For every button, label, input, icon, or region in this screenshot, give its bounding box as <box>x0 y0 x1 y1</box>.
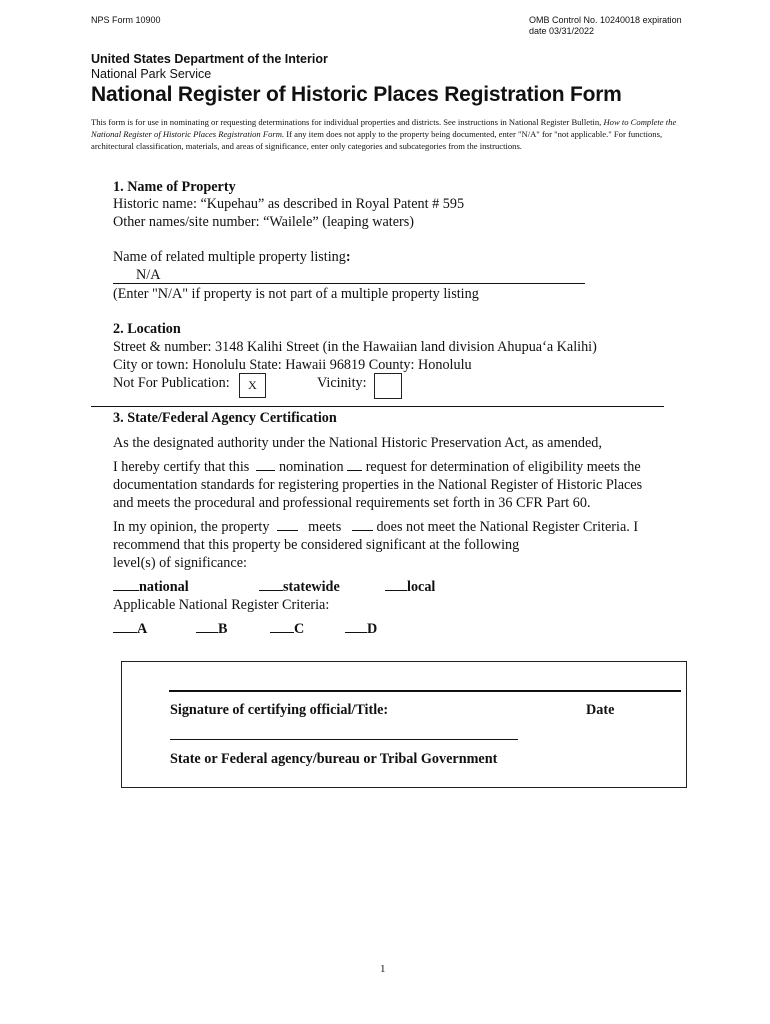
service-name: National Park Service <box>91 67 212 81</box>
level-statewide[interactable] <box>259 578 340 596</box>
related-listing-label-text: Name of related multiple property listing <box>113 249 346 265</box>
opinion-line <box>113 518 638 536</box>
signature-line[interactable] <box>169 690 681 692</box>
related-listing-input[interactable]: N/A <box>136 267 161 283</box>
section2-heading: 2. Location <box>113 321 181 337</box>
signature-box <box>121 661 687 788</box>
level-statewide-blank[interactable] <box>259 578 283 591</box>
request-blank[interactable] <box>347 458 362 471</box>
opinion-text-c: does not meet the National Register Criteria. I <box>376 519 639 535</box>
criterion-d-label: D <box>367 621 378 637</box>
level-statewide-label: statewide <box>283 579 340 595</box>
criterion-c-label: C <box>294 621 305 637</box>
historic-name-field[interactable]: Historic name: “Kupehau” as described in Royal Patent # 595 <box>113 196 465 212</box>
level-local-label: local <box>407 579 436 595</box>
form-number: NPS Form 10900 <box>91 15 161 25</box>
certify-line-2: documentation standards for registering properties in the National Register of Historic Places <box>113 477 643 493</box>
agency-label: State or Federal agency/bureau or Tribal Government <box>170 751 498 767</box>
certify-text-a: I hereby certify that this <box>113 459 250 475</box>
not-for-publication-checkbox[interactable]: X <box>239 373 266 398</box>
related-listing-colon: : <box>345 249 351 265</box>
nomination-blank[interactable] <box>256 458 275 471</box>
section3-heading: 3. State/Federal Agency Certification <box>113 410 337 426</box>
not-for-publication-label: Not For Publication: <box>113 375 230 391</box>
related-listing-hint: (Enter "N/A" if property is not part of a multiple property listing <box>113 286 479 302</box>
level-national-blank[interactable] <box>113 578 139 591</box>
page-title: National Register of Historic Places Registration Form <box>91 83 622 106</box>
criterion-a-blank[interactable] <box>113 620 137 633</box>
vicinity-label: Vicinity: <box>317 375 367 391</box>
other-names-field[interactable]: Other names/site number: “Wailele” (leaping waters) <box>113 214 415 230</box>
related-listing-underline <box>113 283 585 284</box>
meets-blank[interactable] <box>277 518 298 531</box>
section1-heading: 1. Name of Property <box>113 179 236 195</box>
vicinity-checkbox[interactable] <box>374 373 402 399</box>
opinion-text-a: In my opinion, the property <box>113 519 270 535</box>
does-not-meet-blank[interactable] <box>352 518 373 531</box>
authority-statement: As the designated authority under the National Historic Preservation Act, as amended, <box>113 435 602 451</box>
certify-line <box>113 458 641 476</box>
criterion-a[interactable] <box>113 620 147 638</box>
opinion-text-b: meets <box>308 519 342 535</box>
agency-line[interactable] <box>170 739 518 740</box>
certify-text-b: nomination <box>278 459 344 475</box>
instructions-paragraph <box>91 116 683 152</box>
omb-control-line1: OMB Control No. 10240018 expiration <box>529 15 682 25</box>
criteria-label: Applicable National Register Criteria: <box>113 597 330 613</box>
instructions-text-2: If any item does not apply to the property being documented, enter "N/A" for "not applicable." For functions, architectural classification, materials, and areas of significance, enter only categories and subcategories from the instructions. <box>91 129 663 151</box>
criterion-c[interactable] <box>270 620 304 638</box>
instructions-bulletin-title: How to Complete the National Register of Historic Places Registration Form. <box>91 117 677 139</box>
criterion-d-blank[interactable] <box>345 620 367 633</box>
criterion-c-blank[interactable] <box>270 620 294 633</box>
department-name: United States Department of the Interior <box>91 52 328 66</box>
omb-control-line2: date 03/31/2022 <box>529 26 595 36</box>
opinion-line-2: recommend that this property be considered significant at the following <box>113 537 520 553</box>
city-state-county-field[interactable]: City or town: Honolulu State: Hawaii 96819 County: Honolulu <box>113 357 472 373</box>
related-listing-label <box>113 248 351 266</box>
street-field[interactable]: Street & number: 3148 Kalihi Street (in the Hawaiian land division Ahupua‘a Kalihi) <box>113 339 597 355</box>
criterion-b[interactable] <box>196 620 227 638</box>
level-national[interactable] <box>113 578 189 596</box>
criterion-b-label: B <box>218 621 228 637</box>
certify-text-c: request for determination of eligibility meets the <box>365 459 641 475</box>
opinion-line-3: level(s) of significance: <box>113 555 247 571</box>
signature-label: Signature of certifying official/Title: <box>170 702 389 718</box>
criterion-b-blank[interactable] <box>196 620 218 633</box>
criterion-d[interactable] <box>345 620 377 638</box>
level-local-blank[interactable] <box>385 578 407 591</box>
section-divider <box>91 406 664 407</box>
level-local[interactable] <box>385 578 435 596</box>
level-national-label: national <box>139 579 189 595</box>
date-label: Date <box>586 702 615 718</box>
instructions-text-1: This form is for use in nominating or requesting determinations for individual properties and districts. See instructions in National Register Bulletin, <box>91 117 602 127</box>
certify-line-3: and meets the procedural and professional requirements set forth in 36 CFR Part 60. <box>113 495 591 511</box>
page-number: 1 <box>380 963 386 975</box>
criterion-a-label: A <box>137 621 148 637</box>
